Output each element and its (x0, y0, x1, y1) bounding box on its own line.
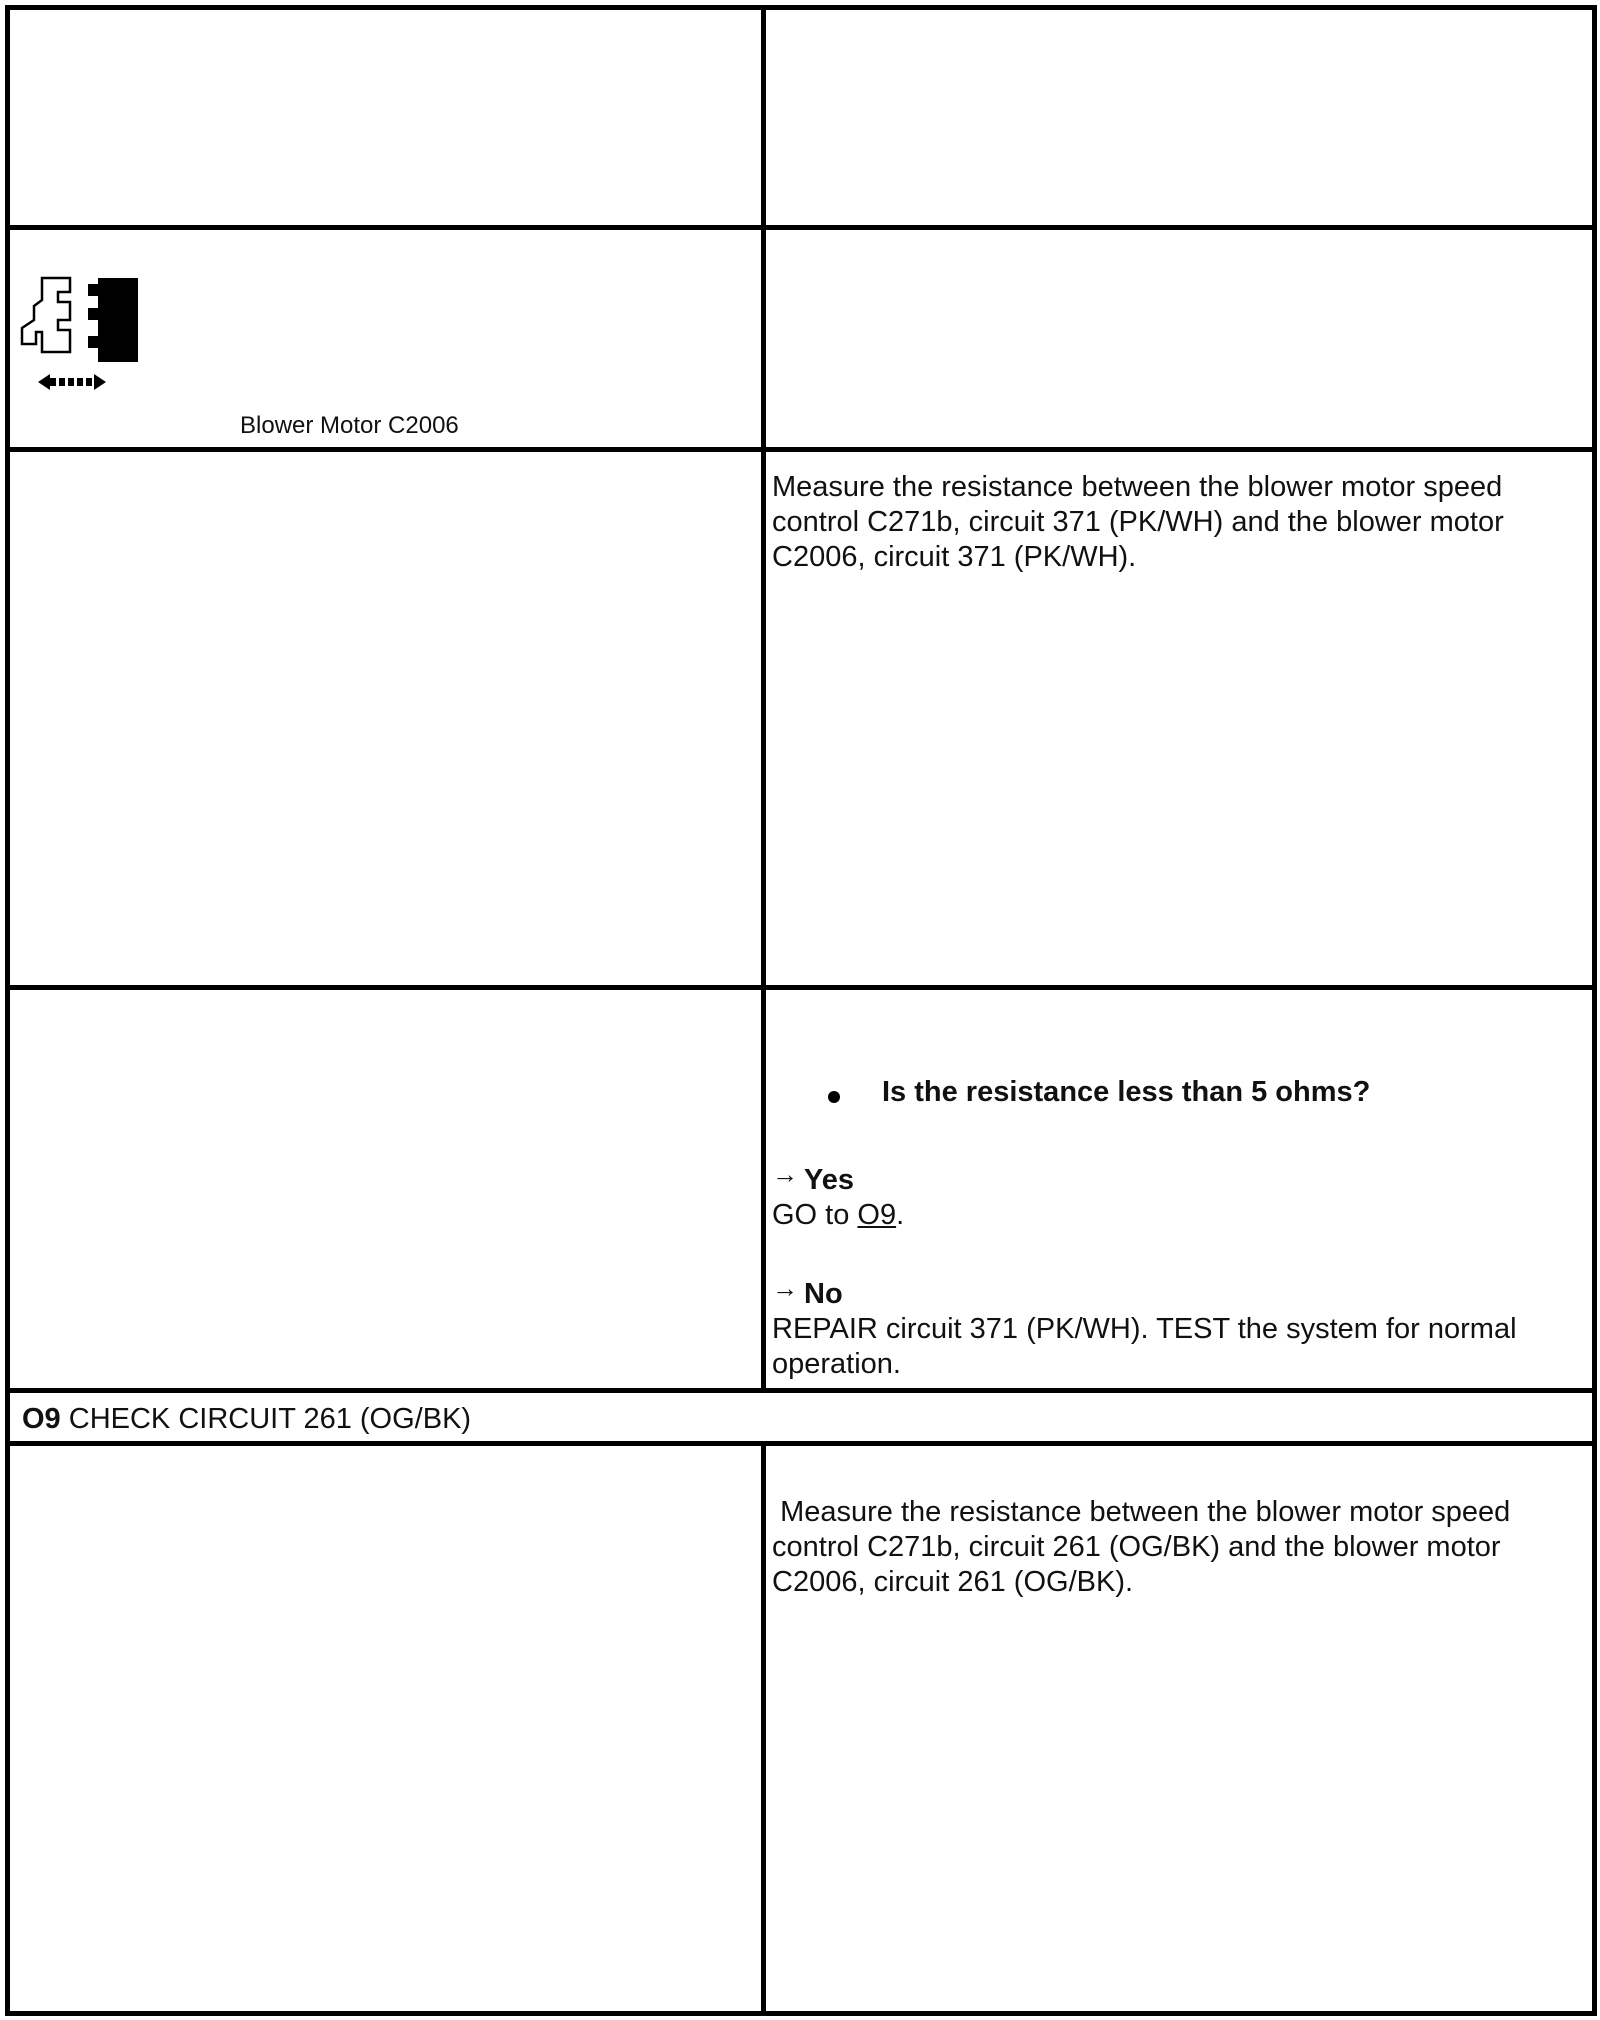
rule-middle-lower (761, 1441, 766, 2016)
rule-row1 (5, 225, 1597, 230)
step-title: CHECK CIRCUIT 261 (OG/BK) (60, 1403, 472, 1435)
rule-right (1592, 5, 1597, 2016)
connector-caption: Blower Motor C2006 (240, 412, 459, 439)
answer-yes-heading (772, 1157, 1582, 1198)
answer-yes-suffix: . (896, 1199, 905, 1231)
instruction-text: Measure the resistance between the blower motor speed control C271b, circuit 371 (PK/WH) and the blower motor C2006, circuit 371 (PK/WH). (772, 471, 1504, 573)
bullet-icon (828, 1091, 840, 1103)
answer-yes-prefix: GO to (772, 1199, 858, 1231)
question-block (772, 1075, 1582, 1110)
answer-yes (772, 1157, 1582, 1233)
rule-row2 (5, 447, 1597, 452)
rule-row5 (5, 1441, 1597, 1446)
rule-row3 (5, 985, 1597, 990)
arrow-right-icon: → (772, 1159, 798, 1189)
answer-no-label: No (804, 1278, 843, 1310)
answer-yes-text (772, 1198, 1582, 1233)
instruction-text-o9: Measure the resistance between the blower motor speed control C271b, circuit 261 (OG/BK) and the blower motor C2006, circuit 261 (OG/BK). (772, 1496, 1519, 1598)
answer-yes-label: Yes (804, 1164, 854, 1196)
answer-no-heading (772, 1271, 1582, 1312)
rule-top (5, 5, 1597, 10)
rule-bottom (5, 2011, 1597, 2016)
answer-no-text: REPAIR circuit 371 (PK/WH). TEST the system for normal operation. (772, 1313, 1517, 1380)
rule-row4 (5, 1388, 1597, 1393)
arrow-right-icon: → (772, 1273, 798, 1303)
question-text: Is the resistance less than 5 ohms? (882, 1076, 1371, 1108)
connector-disconnect-icon (14, 270, 154, 400)
rule-left (5, 5, 10, 2016)
goto-o9-link[interactable]: O9 (857, 1199, 897, 1231)
question-item (772, 1075, 1582, 1110)
rule-middle-upper (761, 5, 766, 1393)
step-id: O9 (22, 1403, 61, 1435)
step-heading (22, 1402, 1582, 1437)
answer-no (772, 1271, 1582, 1382)
